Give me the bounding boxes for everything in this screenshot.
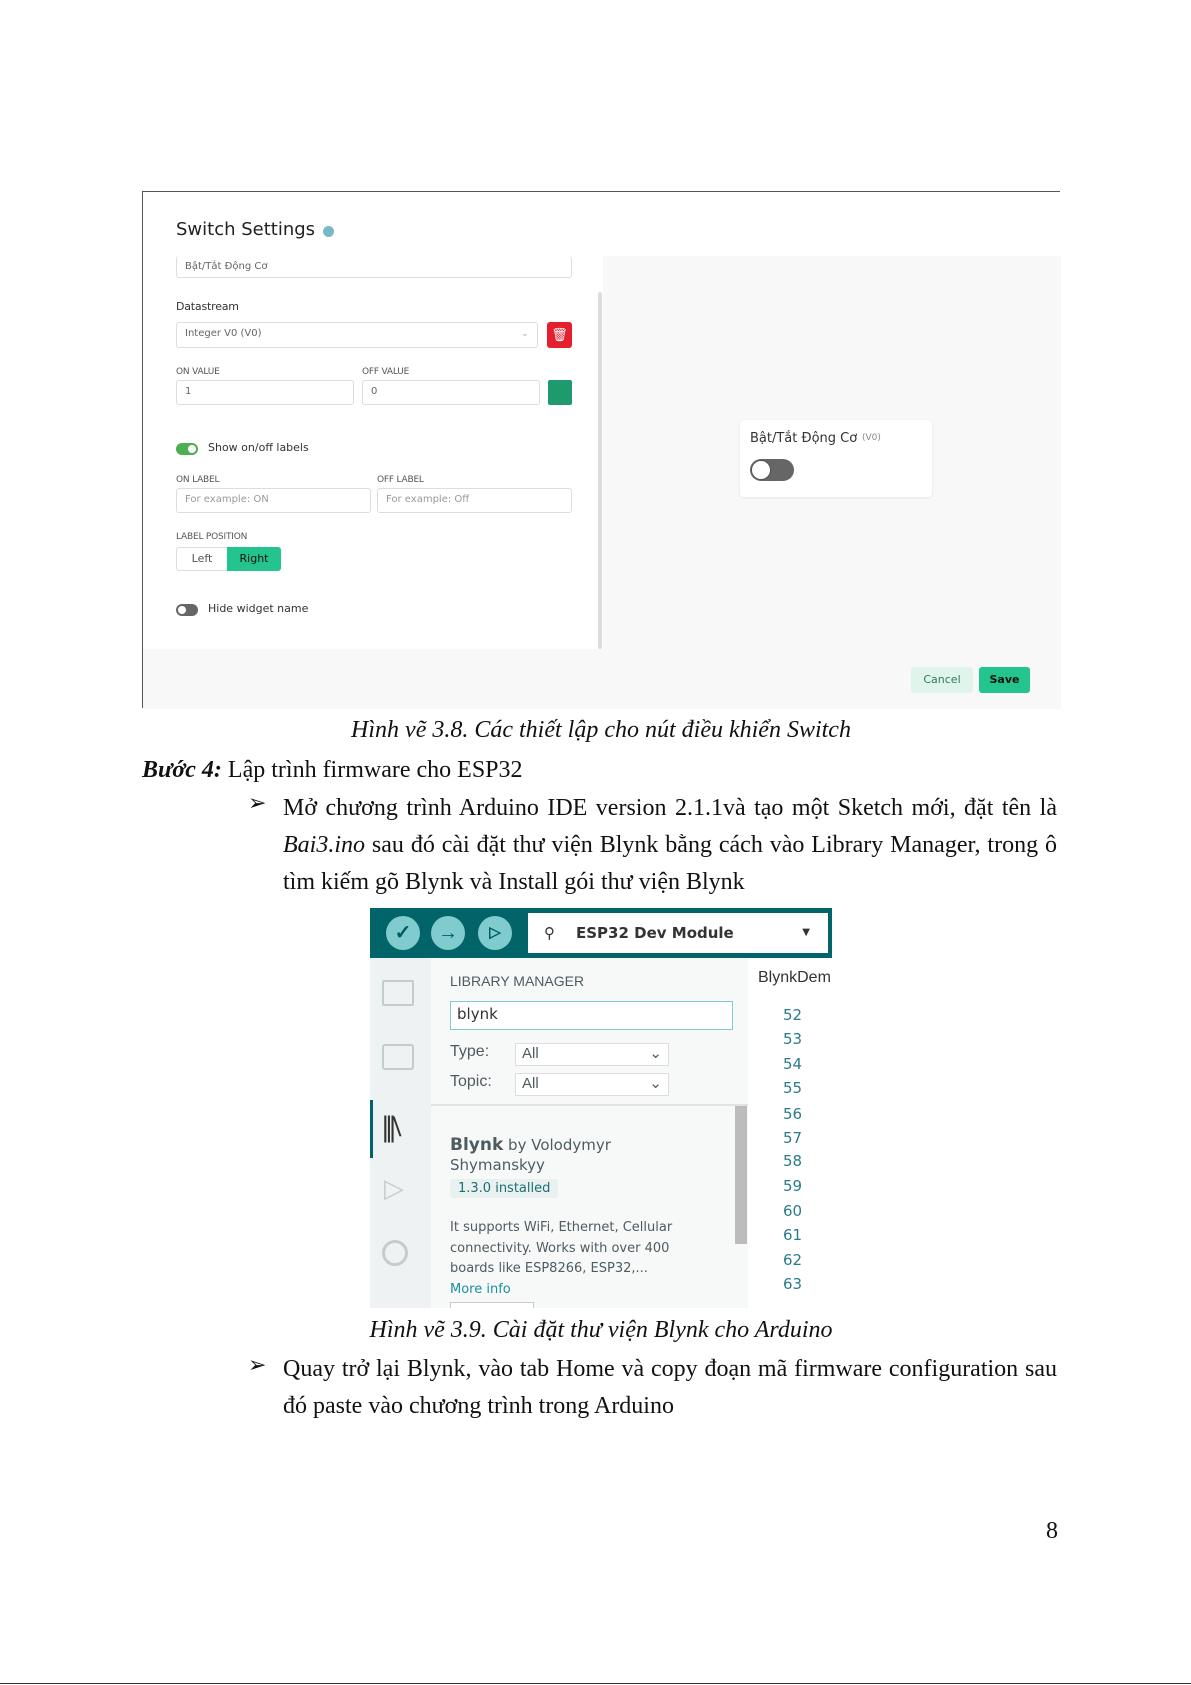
line-number: 58 — [783, 1152, 803, 1170]
boards-manager-icon[interactable] — [382, 1044, 414, 1070]
dialog-title: Switch Settings — [176, 219, 316, 240]
chevron-down-icon: ⌄ — [520, 328, 529, 339]
scrollbar[interactable] — [735, 1106, 747, 1244]
library-manager-panel — [431, 958, 748, 1308]
install-button[interactable] — [450, 1302, 534, 1308]
on-value-input[interactable]: 1 — [176, 380, 354, 405]
show-labels-toggle[interactable] — [176, 443, 198, 455]
info-icon — [323, 226, 334, 237]
bullet-paragraph-2: Quay trở lại Blynk, vào tab Home và copy đoạn mã firmware configuration sau đó paste vào chương trình trong Arduino — [283, 1356, 1057, 1419]
debug-icon: ▷ — [489, 925, 501, 941]
activity-bar — [370, 958, 431, 1308]
datastream-value: Integer V0 (V0) — [185, 328, 262, 339]
line-number: 53 — [783, 1030, 803, 1048]
page-number: 8 — [1046, 1518, 1058, 1544]
debug-button[interactable] — [478, 916, 512, 950]
preview-pin: (V0) — [862, 433, 881, 443]
page-bottom-rule — [0, 1683, 1191, 1684]
hide-widget-name-text: Hide widget name — [208, 602, 309, 615]
caret-down-icon: ▼ — [802, 927, 810, 938]
label-position-right-button[interactable]: Right — [227, 547, 281, 571]
off-value-input[interactable]: 0 — [362, 380, 540, 405]
topic-value: All — [522, 1075, 539, 1092]
description-line: It supports WiFi, Ethernet, Cellular — [450, 1220, 673, 1235]
editor-tab[interactable]: BlynkDem — [758, 969, 831, 986]
step-label: Bước 4: — [142, 757, 222, 783]
arrow-right-icon: → — [438, 922, 458, 944]
widget-name-input[interactable]: Bật/Tắt Động Cơ — [176, 256, 572, 278]
bullet-arrow-icon: ➢ — [248, 790, 267, 815]
library-search-input[interactable]: blynk — [450, 1001, 733, 1030]
sketchbook-folder-icon[interactable] — [382, 980, 414, 1006]
cancel-button[interactable]: Cancel — [911, 667, 973, 693]
library-name: Blynk — [450, 1135, 504, 1155]
preview-switch[interactable] — [750, 459, 794, 481]
label-position-label: LABEL POSITION — [176, 532, 248, 542]
figure-caption-2: Hình vẽ 3.9. Cài đặt thư viện Blynk cho Arduino — [369, 1317, 833, 1343]
type-select[interactable] — [515, 1043, 669, 1066]
off-label-label: OFF LABEL — [377, 475, 424, 485]
toolbar — [370, 908, 832, 958]
board-selector[interactable] — [528, 913, 828, 953]
description-line: connectivity. Works with over 400 — [450, 1240, 670, 1256]
library-description — [450, 1218, 672, 1300]
datastream-label: Datastream — [176, 300, 239, 313]
figure-caption-1: Hình vẽ 3.8. Các thiết lập cho nút điều khiển Switch — [351, 717, 851, 743]
arduino-library-manager-screenshot — [370, 908, 832, 1308]
library-item-blynk — [450, 1135, 611, 1175]
switch-settings-screenshot — [142, 191, 1060, 708]
on-label-input[interactable]: For example: ON — [176, 488, 371, 513]
sketch-filename: Bai3.ino — [283, 832, 365, 858]
more-info-link[interactable]: More info — [450, 1281, 511, 1297]
line-number: 62 — [783, 1251, 803, 1269]
usb-icon: ⚲ — [544, 924, 555, 942]
description-line: boards like ESP8266, ESP32,... — [450, 1261, 648, 1276]
datastream-select[interactable] — [176, 322, 538, 348]
scrollbar[interactable] — [598, 292, 602, 649]
line-number: 57 — [783, 1129, 803, 1147]
switch-widget-preview — [740, 420, 932, 497]
show-labels-text: Show on/off labels — [208, 441, 309, 454]
topic-label: Topic: — [450, 1073, 492, 1090]
verify-button[interactable] — [386, 916, 420, 950]
line-number: 56 — [783, 1105, 803, 1123]
installed-badge: 1.3.0 installed — [450, 1179, 558, 1198]
off-label-input[interactable]: For example: Off — [377, 488, 572, 513]
search-icon[interactable] — [382, 1240, 408, 1266]
chevron-down-icon: ⌄ — [649, 1075, 662, 1092]
widget-preview-area — [603, 256, 1061, 649]
library-author: by Volodymyr — [503, 1136, 611, 1154]
library-manager-icon[interactable]: |||\ — [382, 1110, 399, 1143]
label-position-left-button[interactable]: Left — [176, 547, 228, 571]
off-value-label: OFF VALUE — [362, 367, 410, 377]
line-number: 59 — [783, 1177, 803, 1195]
line-number: 52 — [783, 1006, 803, 1024]
panel-title: LIBRARY MANAGER — [450, 973, 585, 989]
bullet-paragraph-1 — [283, 790, 1057, 901]
step-text: Lập trình firmware cho ESP32 — [221, 757, 523, 783]
on-label-label: ON LABEL — [176, 475, 220, 485]
trash-icon: 🗑 — [551, 327, 568, 342]
line-number: 54 — [783, 1055, 803, 1073]
upload-button[interactable] — [431, 916, 465, 950]
line-number: 63 — [783, 1275, 803, 1293]
debug-sidebar-icon[interactable]: ▷ — [384, 1174, 404, 1203]
bullet1-text-b: sau đó cài đặt thư viện Blynk bằng cách vào Library Manager, trong ô tìm kiếm gõ Blynk và Install gói thư viện Blynk — [283, 832, 1057, 895]
hide-widget-name-toggle[interactable] — [176, 604, 198, 616]
preview-widget-name: Bật/Tắt Động Cơ — [750, 431, 858, 446]
color-picker-button[interactable] — [548, 380, 572, 405]
topic-select[interactable] — [515, 1073, 669, 1096]
type-label: Type: — [450, 1043, 490, 1060]
line-number: 55 — [783, 1079, 803, 1097]
library-author-2: Shymanskyy — [450, 1156, 545, 1174]
on-value-label: ON VALUE — [176, 367, 220, 377]
divider — [431, 1104, 748, 1106]
line-number: 60 — [783, 1202, 803, 1220]
step-4-heading — [142, 752, 523, 789]
active-indicator — [370, 1100, 373, 1158]
check-icon: ✓ — [394, 922, 412, 944]
bullet-arrow-icon: ➢ — [248, 1352, 267, 1377]
type-value: All — [522, 1045, 539, 1062]
line-number: 61 — [783, 1226, 803, 1244]
delete-datastream-button[interactable] — [547, 322, 572, 348]
board-name: ESP32 Dev Module — [576, 924, 734, 942]
bullet1-text-a: Mở chương trình Arduino IDE version 2.1.1và tạo một Sketch mới, đặt tên là — [283, 795, 1057, 821]
dialog-footer — [143, 649, 1061, 709]
chevron-down-icon: ⌄ — [649, 1045, 662, 1062]
save-button[interactable]: Save — [979, 667, 1030, 693]
